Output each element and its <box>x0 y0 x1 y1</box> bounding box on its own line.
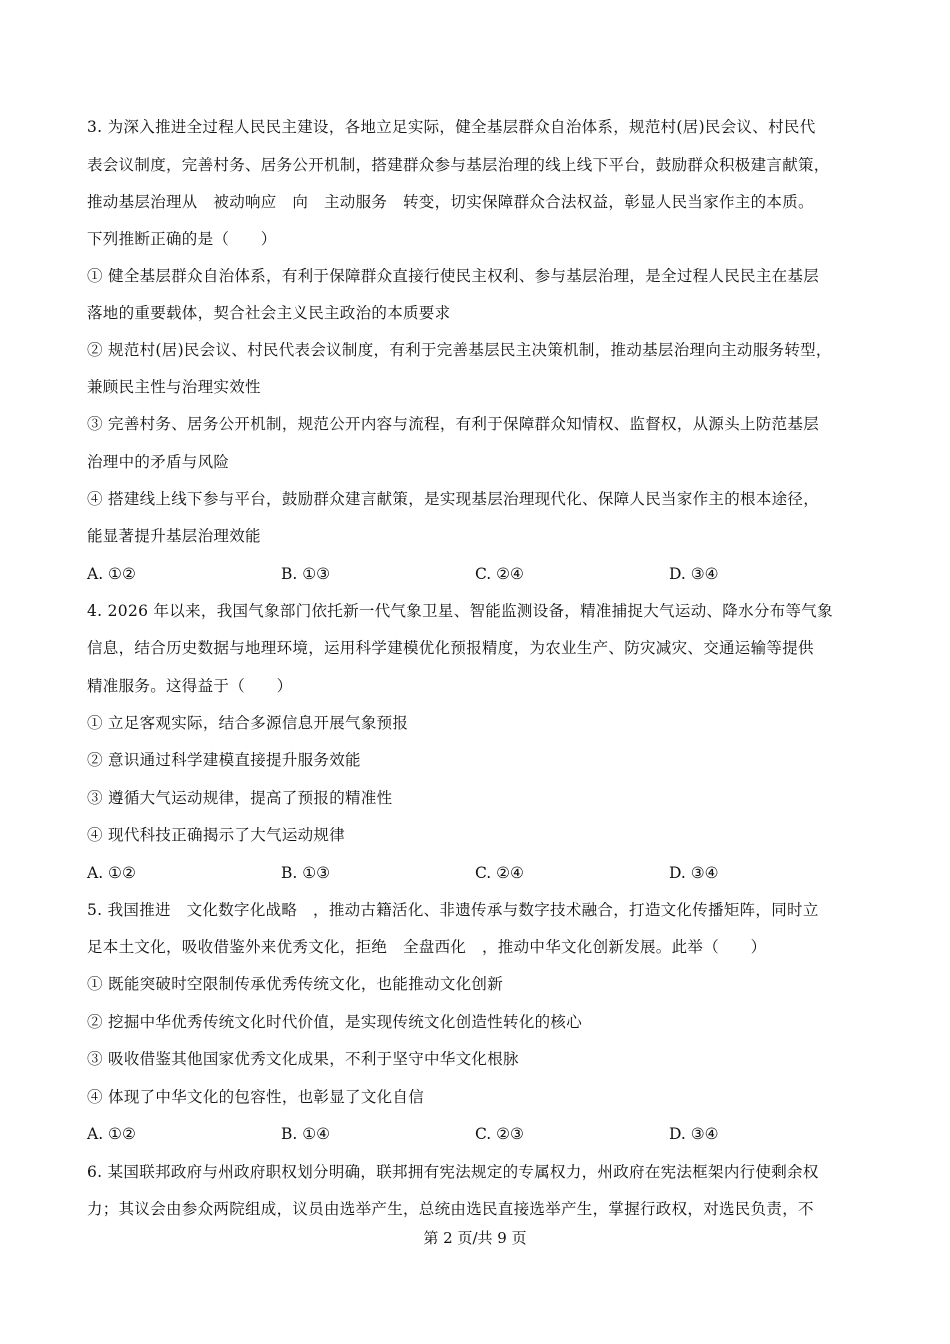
question-3-stem-line: 3. 为深入推进全过程人民民主建设，各地立足实际，健全基层群众自治体系，规范村(居)民会议、村民代 <box>87 118 816 136</box>
question-4-option-d: D. ③④ <box>669 864 719 882</box>
question-5-stem-line: 足本土文化，吸收借鉴外来优秀文化，拒绝 全盘西化 ，推动中华文化创新发展。此举（ ） <box>87 938 767 956</box>
question-3-statement-2: ② 规范村(居)民会议、村民代表会议制度，有利于完善基层民主决策机制，推动基层治理向主动服务转型， <box>87 341 832 359</box>
question-4-prompt: 精准服务。这得益于（ ） <box>87 677 293 695</box>
question-6-stem-line: 力；其议会由参众两院组成，议员由选举产生，总统由选民直接选举产生，掌握行政权，对选民负责，不 <box>87 1200 814 1218</box>
question-5-statement-1: ① 既能突破时空限制传承优秀传统文化，也能推动文化创新 <box>87 975 504 993</box>
question-5-option-c: C. ②③ <box>475 1125 524 1143</box>
question-3-statement-3: ③ 完善村务、居务公开机制，规范公开内容与流程，有利于保障群众知情权、监督权，从源头上防范基层 <box>87 415 820 433</box>
question-5-option-a: A. ①② <box>87 1125 136 1143</box>
question-5-stem-line: 5. 我国推进 文化数字化战略 ，推动古籍活化、非遗传承与数字技术融合，打造文化传播矩阵，同时立 <box>87 901 819 919</box>
question-5-statement-3: ③ 吸收借鉴其他国家优秀文化成果，不利于坚守中华文化根脉 <box>87 1050 519 1068</box>
question-3-stem-line: 表会议制度，完善村务、居务公开机制，搭建群众参与基层治理的线上线下平台，鼓励群众积极建言献策， <box>87 156 830 174</box>
question-5-option-b: B. ①④ <box>281 1125 331 1143</box>
page-number-footer: 第 2 页/共 9 页 <box>423 1229 527 1247</box>
question-3-statement-2-cont: 兼顾民主性与治理实效性 <box>87 378 261 396</box>
question-3-option-d: D. ③④ <box>669 565 719 583</box>
question-3-statement-4-cont: 能显著提升基层治理效能 <box>87 527 261 545</box>
question-3-option-c: C. ②④ <box>475 565 524 583</box>
question-4-option-b: B. ①③ <box>281 864 331 882</box>
question-4-option-c: C. ②④ <box>475 864 524 882</box>
question-4-option-a: A. ①② <box>87 864 136 882</box>
question-4-statement-1: ① 立足客观实际，结合多源信息开展气象预报 <box>87 714 409 732</box>
question-4-statement-4: ④ 现代科技正确揭示了大气运动规律 <box>87 826 346 844</box>
question-4-statement-2: ② 意识通过科学建模直接提升服务效能 <box>87 751 361 769</box>
question-6-stem-line: 6. 某国联邦政府与州政府职权划分明确，联邦拥有宪法规定的专属权力，州政府在宪法框架内行使剩余权 <box>87 1163 819 1181</box>
question-3-statement-3-cont: 治理中的矛盾与风险 <box>87 453 230 471</box>
question-4-stem-line: 信息，结合历史数据与地理环境，运用科学建模优化预报精度，为农业生产、防灾减灾、交通运输等提供 <box>87 639 814 657</box>
question-3-prompt: 下列推断正确的是（ ） <box>87 230 277 248</box>
question-3-statement-4: ④ 搭建线上线下参与平台，鼓励群众建言献策，是实现基层治理现代化、保障人民当家作主的根本途径， <box>87 490 820 508</box>
question-3-stem-line: 推动基层治理从 被动响应 向 主动服务 转变，切实保障群众合法权益，彰显人民当家作主的本质。 <box>87 193 814 211</box>
question-5-option-d: D. ③④ <box>669 1125 719 1143</box>
question-3-option-b: B. ①③ <box>281 565 331 583</box>
question-4-stem-line: 4. 2026 年以来，我国气象部门依托新一代气象卫星、智能监测设备，精准捕捉大气运动、降水分布等气象 <box>87 602 833 620</box>
question-3-statement-1: ① 健全基层群众自治体系，有利于保障群众直接行使民主权利、参与基层治理，是全过程人民民主在基层 <box>87 267 820 285</box>
question-5-statement-2: ② 挖掘中华优秀传统文化时代价值，是实现传统文化创造性转化的核心 <box>87 1013 583 1031</box>
question-3-option-a: A. ①② <box>87 565 136 583</box>
question-5-statement-4: ④ 体现了中华文化的包容性，也彰显了文化自信 <box>87 1088 425 1106</box>
question-4-statement-3: ③ 遵循大气运动规律，提高了预报的精准性 <box>87 789 393 807</box>
question-3-statement-1-cont: 落地的重要载体，契合社会主义民主政治的本质要求 <box>87 304 451 322</box>
